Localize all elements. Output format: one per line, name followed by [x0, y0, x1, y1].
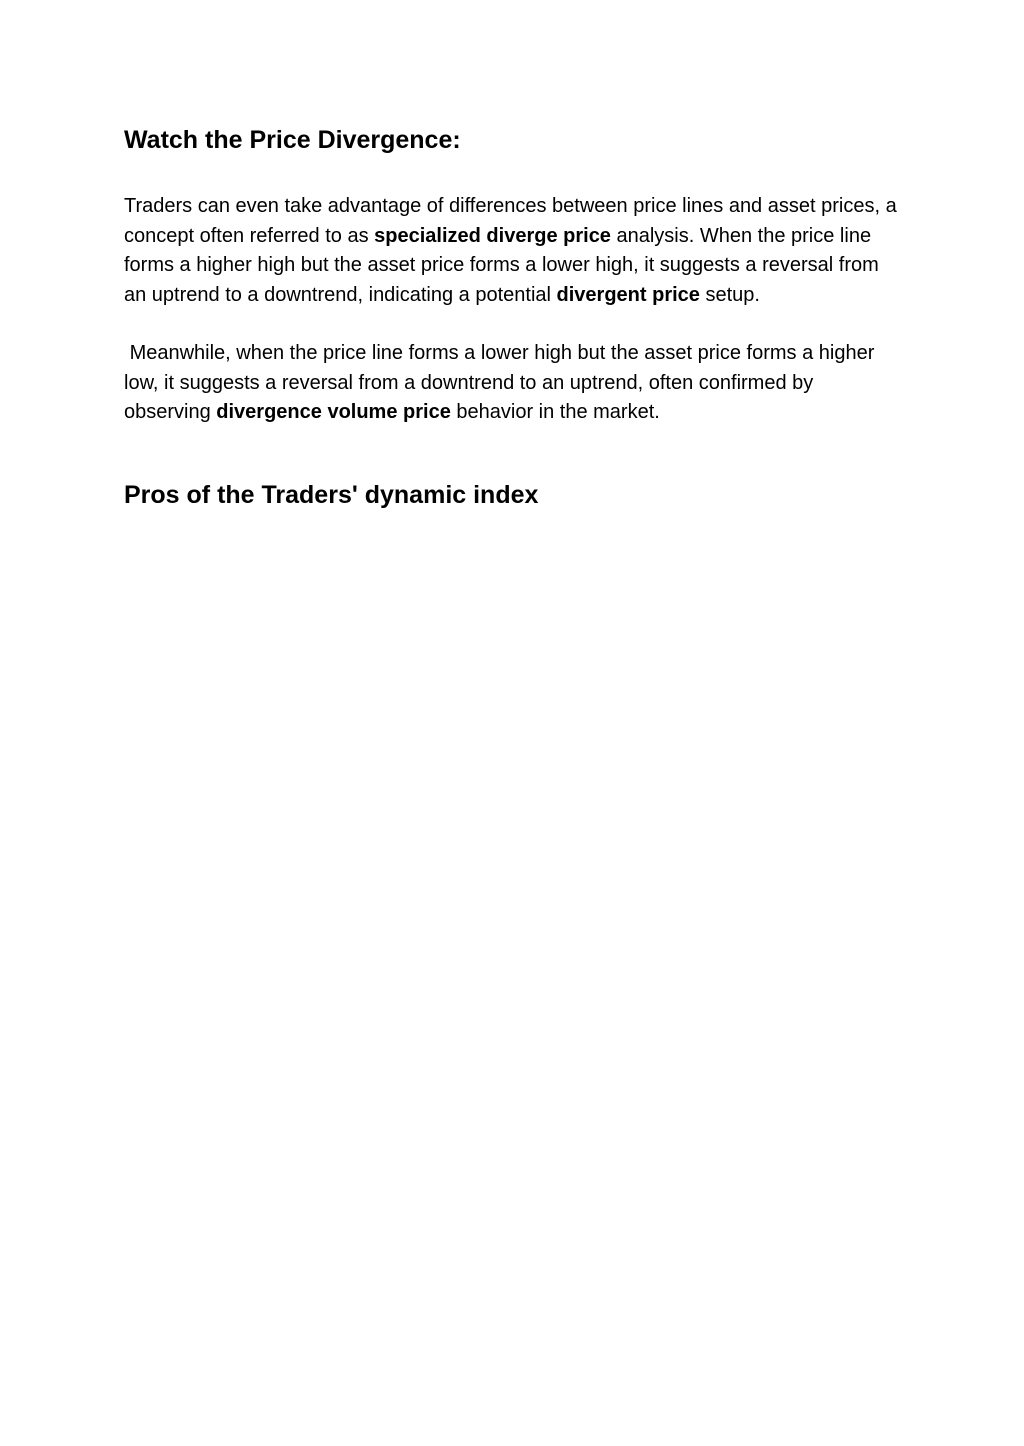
paragraph-text: analysis. When the price line forms a higher high but the asset price forms a lower high, it suggests a reversal from an uptrend to a downtrend, indicating a potential [124, 224, 879, 306]
paragraph-price-divergence-intro [124, 192, 904, 310]
bold-term-divergent-price: divergent price [556, 283, 700, 306]
bold-term-divergence-volume-price: divergence volume price [216, 401, 451, 423]
paragraph-text: Traders can even take advantage of differences between price lines and asset prices, a concept often referred to as [124, 195, 897, 247]
paragraph-text: Meanwhile, when the price line forms a lower high but the asset price forms a higher low, it suggests a reversal from a downtrend to an uptrend, often confirmed by observing [124, 342, 880, 423]
paragraph-text: behavior in the market. [450, 401, 660, 423]
section-heading-price-divergence: Watch the Price Divergence: [124, 126, 461, 154]
document-body [124, 121, 904, 514]
bold-term-specialized-diverge-price: specialized diverge price [374, 224, 611, 247]
paragraph-reversal-uptrend [124, 339, 904, 428]
paragraph-text: setup. [699, 283, 760, 306]
section-heading-pros: Pros of the Traders' dynamic index [124, 480, 539, 509]
